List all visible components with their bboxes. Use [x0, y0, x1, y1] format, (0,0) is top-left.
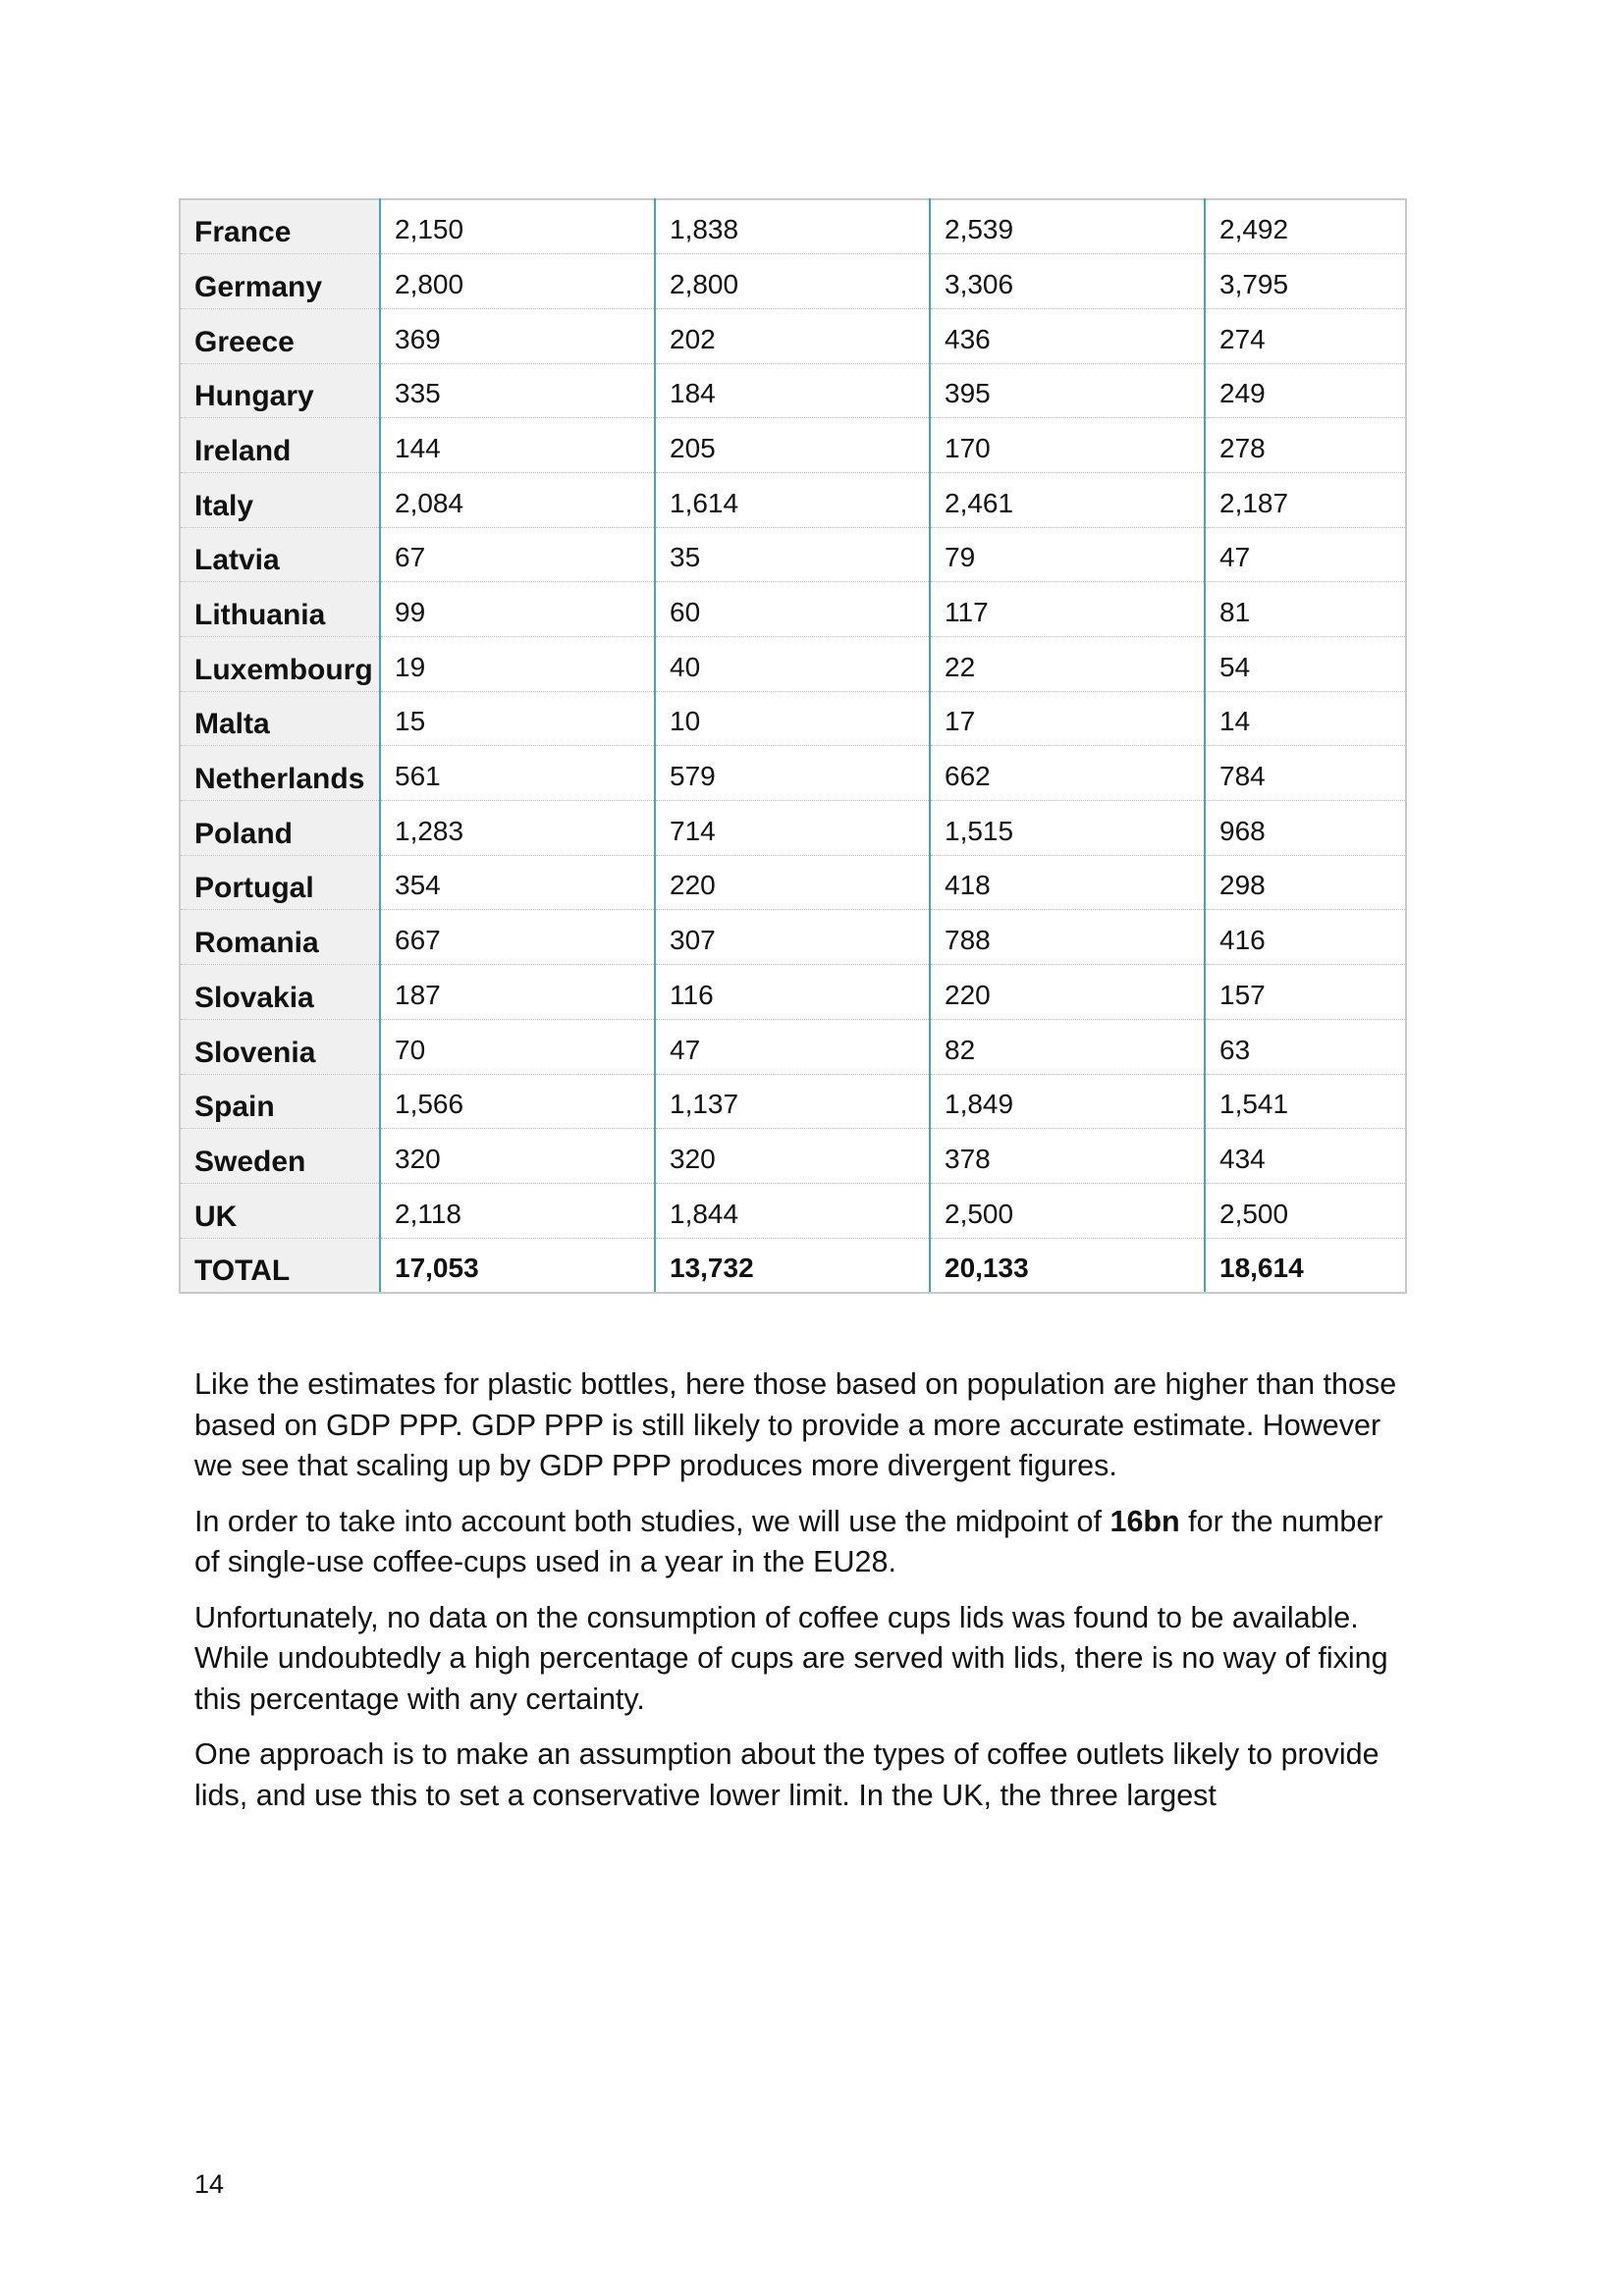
table-cell: 320 [380, 1129, 655, 1184]
midpoint-text-before: In order to take into account both studies, we will use the midpoint of [194, 1504, 1110, 1538]
table-row [180, 691, 1406, 746]
table-cell: 3,795 [1205, 254, 1406, 309]
table-cell: 47 [655, 1019, 930, 1074]
table-cell: 2,118 [380, 1183, 655, 1238]
table-cell: 418 [930, 855, 1205, 910]
table-cell: 579 [655, 746, 930, 801]
table-cell: 187 [380, 965, 655, 1020]
table-cell: 274 [1205, 308, 1406, 363]
country-name: Slovakia [180, 965, 380, 1020]
table-cell: 170 [930, 418, 1205, 473]
country-name: UK [180, 1183, 380, 1238]
table-cell: 1,515 [930, 801, 1205, 856]
body-text [194, 1364, 1402, 1831]
table-cell: 1,849 [930, 1074, 1205, 1129]
table-cell: 2,500 [930, 1183, 1205, 1238]
table-cell: 117 [930, 582, 1205, 637]
country-name: Netherlands [180, 746, 380, 801]
country-name: Ireland [180, 418, 380, 473]
table-cell: 335 [380, 363, 655, 418]
table-cell: 2,187 [1205, 472, 1406, 527]
country-name: Portugal [180, 855, 380, 910]
table-cell: 40 [655, 637, 930, 692]
country-name: Hungary [180, 363, 380, 418]
table-cell: 2,084 [380, 472, 655, 527]
country-name: Poland [180, 801, 380, 856]
table-row [180, 363, 1406, 418]
table-cell: 298 [1205, 855, 1406, 910]
country-name: Germany [180, 254, 380, 309]
table-cell: 2,800 [380, 254, 655, 309]
table-row [180, 308, 1406, 363]
table-cell: 307 [655, 910, 930, 965]
table-cell: 10 [655, 691, 930, 746]
table-cell: 184 [655, 363, 930, 418]
table-cell: 662 [930, 746, 1205, 801]
table-cell: 220 [930, 965, 1205, 1020]
table-cell: 19 [380, 637, 655, 692]
table-row [180, 418, 1406, 473]
country-name: Slovenia [180, 1019, 380, 1074]
table-cell: 70 [380, 1019, 655, 1074]
table-cell: 47 [1205, 527, 1406, 582]
table-cell: 434 [1205, 1129, 1406, 1184]
table-cell: 667 [380, 910, 655, 965]
table-row [180, 582, 1406, 637]
consumption-table [179, 198, 1407, 1294]
total-value: 17,053 [380, 1238, 655, 1293]
table-cell: 354 [380, 855, 655, 910]
table-cell: 82 [930, 1019, 1205, 1074]
table-cell: 714 [655, 801, 930, 856]
table-cell: 22 [930, 637, 1205, 692]
table-cell: 60 [655, 582, 930, 637]
table-cell: 205 [655, 418, 930, 473]
midpoint-text-after: for the number of single-use coffee-cups used in a year in the EU28. [194, 1504, 1383, 1578]
table-cell: 67 [380, 527, 655, 582]
total-value: 20,133 [930, 1238, 1205, 1293]
table-row [180, 855, 1406, 910]
table-cell: 2,461 [930, 472, 1205, 527]
table-cell: 1,541 [1205, 1074, 1406, 1129]
table-cell: 2,800 [655, 254, 930, 309]
table-row [180, 965, 1406, 1020]
table-cell: 2,150 [380, 199, 655, 254]
paragraph-estimates: Like the estimates for plastic bottles, here those based on population are higher than those based on GDP PPP. GDP PPP is still likely to provide a more accurate estimate. However we see that scaling up by GDP PPP produces more divergent figures. [194, 1367, 1397, 1482]
table-cell: 15 [380, 691, 655, 746]
table-cell: 968 [1205, 801, 1406, 856]
paragraph-lids: Unfortunately, no data on the consumption of coffee cups lids was found to be available. While undoubtedly a high percentage of cups are served with lids, there is no way of fixing this percentage with any certainty. [194, 1600, 1388, 1716]
table-cell: 1,566 [380, 1074, 655, 1129]
table-cell: 320 [655, 1129, 930, 1184]
table-cell: 116 [655, 965, 930, 1020]
table-cell: 1,137 [655, 1074, 930, 1129]
table-cell: 99 [380, 582, 655, 637]
table-row [180, 472, 1406, 527]
table-row [180, 1019, 1406, 1074]
table-cell: 369 [380, 308, 655, 363]
table-row [180, 527, 1406, 582]
table-cell: 436 [930, 308, 1205, 363]
table-cell: 1,844 [655, 1183, 930, 1238]
country-name: France [180, 199, 380, 254]
table-cell: 157 [1205, 965, 1406, 1020]
table-row [180, 1074, 1406, 1129]
table-row [180, 910, 1406, 965]
table-row [180, 199, 1406, 254]
table-cell: 3,306 [930, 254, 1205, 309]
table-row [180, 1129, 1406, 1184]
total-value: 18,614 [1205, 1238, 1406, 1293]
table-cell: 2,539 [930, 199, 1205, 254]
table-cell: 416 [1205, 910, 1406, 965]
table-cell: 249 [1205, 363, 1406, 418]
paragraph-approach: One approach is to make an assumption about the types of coffee outlets likely to provide lids, and use this to set a conservative lower limit. In the UK, the three largest [194, 1737, 1380, 1812]
country-name: Lithuania [180, 582, 380, 637]
table-cell: 17 [930, 691, 1205, 746]
total-label: TOTAL [180, 1238, 380, 1293]
table-cell: 220 [655, 855, 930, 910]
table-row [180, 1183, 1406, 1238]
table-cell: 788 [930, 910, 1205, 965]
midpoint-value: 16bn [1109, 1504, 1180, 1538]
table-row [180, 746, 1406, 801]
table-cell: 278 [1205, 418, 1406, 473]
table-cell: 35 [655, 527, 930, 582]
total-value: 13,732 [655, 1238, 930, 1293]
table-row [180, 637, 1406, 692]
country-name: Romania [180, 910, 380, 965]
country-name: Italy [180, 472, 380, 527]
page-number: 14 [194, 2169, 225, 2199]
table-cell: 202 [655, 308, 930, 363]
table-cell: 79 [930, 527, 1205, 582]
table-cell: 395 [930, 363, 1205, 418]
table-cell: 81 [1205, 582, 1406, 637]
country-name: Greece [180, 308, 380, 363]
table-cell: 784 [1205, 746, 1406, 801]
table-cell: 2,492 [1205, 199, 1406, 254]
table-cell: 63 [1205, 1019, 1406, 1074]
table-cell: 14 [1205, 691, 1406, 746]
table-row [180, 801, 1406, 856]
table-total-row [180, 1238, 1406, 1293]
table-row [180, 254, 1406, 309]
table-cell: 561 [380, 746, 655, 801]
paragraph-midpoint [194, 1502, 1402, 1583]
table-cell: 1,283 [380, 801, 655, 856]
table-cell: 54 [1205, 637, 1406, 692]
country-name: Sweden [180, 1129, 380, 1184]
country-name: Luxembourg [180, 637, 380, 692]
table-cell: 378 [930, 1129, 1205, 1184]
country-name: Spain [180, 1074, 380, 1129]
table-cell: 144 [380, 418, 655, 473]
table-cell: 1,838 [655, 199, 930, 254]
table-cell: 2,500 [1205, 1183, 1406, 1238]
country-name: Malta [180, 691, 380, 746]
table-body [180, 199, 1406, 1293]
table-cell: 1,614 [655, 472, 930, 527]
country-name: Latvia [180, 527, 380, 582]
